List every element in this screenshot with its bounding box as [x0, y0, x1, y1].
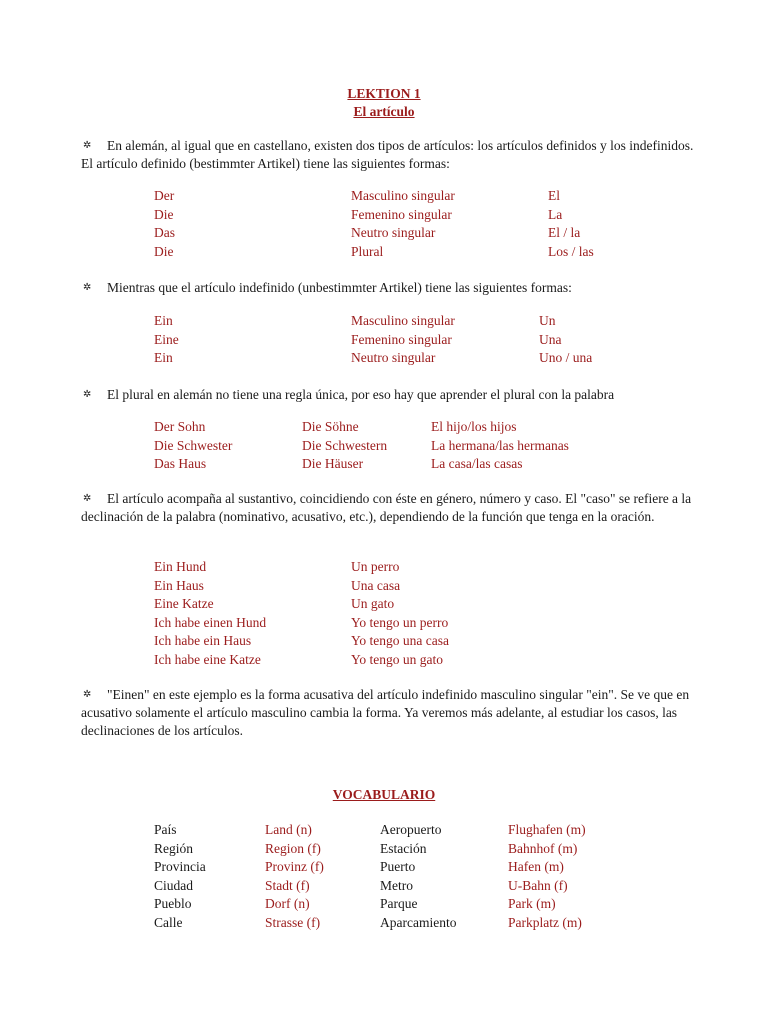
table-cell: Die Häuser [302, 456, 364, 471]
table-cell: Eine Katze [154, 596, 214, 611]
table-cell: Stadt (f) [265, 877, 310, 893]
table-cell: Das [154, 225, 175, 240]
table-cell: Femenino singular [351, 331, 452, 347]
table-cell: Un perro [351, 559, 400, 574]
table-cell: Region (f) [265, 840, 321, 856]
table-cell: La [548, 206, 563, 222]
table-cell: Provincia [154, 859, 206, 874]
paragraph-plural [81, 386, 701, 404]
table-cell: Hafen (m) [508, 859, 564, 874]
table-cell: Neutro singular [351, 225, 436, 240]
table-cell: La hermana/las hermanas [431, 437, 569, 453]
table-cell: Die [154, 206, 174, 222]
paragraph-indefinite-article [81, 279, 701, 297]
table-cell: Die Söhne [302, 419, 359, 434]
table-cell: Una [539, 331, 562, 347]
table-cell: Ein [154, 350, 173, 365]
paragraph-text: El plural en alemán no tiene una regla única, por eso hay que aprender el plural con la palabra [107, 387, 615, 402]
table-cell: Masculino singular [351, 313, 455, 328]
table-cell: Aparcamiento [380, 914, 457, 930]
table-cell: Die [154, 243, 174, 259]
table-cell: Metro [380, 877, 413, 893]
table-cell: Ein Haus [154, 577, 204, 593]
table-cell: El / la [548, 225, 581, 240]
star-bullet-icon: ✲ [83, 140, 92, 151]
table-cell: Eine [154, 331, 179, 347]
table-cell: Park (m) [508, 896, 556, 911]
table-cell: Neutro singular [351, 350, 436, 365]
table-cell: Calle [154, 914, 183, 930]
star-bullet-icon: ✲ [83, 689, 92, 700]
table-cell: Ich habe eine Katze [154, 651, 261, 667]
star-bullet-icon: ✲ [83, 493, 92, 504]
paragraph-text: Mientras que el artículo indefinido (unbestimmter Artikel) tiene las siguientes formas: [107, 280, 572, 295]
table-cell: Der Sohn [154, 419, 206, 434]
table-cell: Estación [380, 840, 427, 856]
table-cell: Pueblo [154, 896, 192, 911]
table-cell: Un [539, 313, 556, 328]
table-cell: Bahnhof (m) [508, 840, 578, 856]
table-cell: Provinz (f) [265, 859, 324, 874]
table-cell: Das Haus [154, 456, 207, 471]
table-cell: Parkplatz (m) [508, 914, 582, 930]
table-cell: Strasse (f) [265, 914, 321, 930]
paragraph-text: El artículo acompaña al sustantivo, coincidiendo con éste en género, número y caso. El "caso" se refiere a la declinación de la palabra (nominativo, acusativo, etc.), dependiendo de la función que tenga en la oración. [81, 491, 692, 524]
paragraph-text: En alemán, al igual que en castellano, existen dos tipos de artículos: los artículos definidos y los indefinidos. El artículo definido (bestimmter Artikel) tiene las siguientes formas: [81, 138, 694, 171]
table-cell: Die Schwester [154, 437, 233, 453]
star-bullet-icon: ✲ [83, 282, 92, 293]
table-cell: Yo tengo un gato [351, 651, 444, 667]
table-cell: Die Schwestern [302, 437, 388, 453]
table-cell: País [154, 822, 177, 837]
table-cell: Un gato [351, 596, 395, 611]
table-cell: Yo tengo un perro [351, 614, 449, 630]
table-cell: Land (n) [265, 822, 312, 837]
table-cell: Puerto [380, 859, 416, 874]
table-cell: Der [154, 188, 175, 203]
table-cell: Femenino singular [351, 206, 452, 222]
table-cell: Masculino singular [351, 188, 455, 203]
table-cell: Los / las [548, 243, 594, 259]
table-cell: Una casa [351, 577, 401, 593]
table-cell: Yo tengo una casa [351, 633, 449, 648]
table-cell: Ich habe einen Hund [154, 614, 267, 630]
paragraph-article-agreement [81, 490, 701, 526]
table-cell: Ein Hund [154, 559, 207, 574]
table-cell: Parque [380, 896, 418, 911]
paragraph-accusative-note [81, 686, 701, 740]
table-cell: Ciudad [154, 877, 193, 893]
star-bullet-icon: ✲ [83, 389, 92, 400]
table-cell: El [548, 188, 560, 203]
table-cell: Dorf (n) [265, 896, 310, 911]
table-cell: Plural [351, 243, 384, 259]
lesson-subtitle: El artículo [353, 104, 415, 119]
table-cell: Región [154, 840, 193, 856]
paragraph-definite-article [81, 137, 701, 173]
table-cell: El hijo/los hijos [431, 419, 517, 434]
table-cell: Ein [154, 313, 173, 328]
vocabulary-title: VOCABULARIO [332, 787, 436, 802]
table-cell: Flughafen (m) [508, 822, 586, 837]
table-cell: La casa/las casas [431, 456, 523, 471]
lesson-title: LEKTION 1 [347, 86, 421, 101]
table-cell: Aeropuerto [380, 822, 442, 837]
table-cell: U-Bahn (f) [508, 877, 568, 893]
table-cell: Ich habe ein Haus [154, 633, 252, 648]
table-cell: Uno / una [539, 350, 593, 365]
paragraph-text: "Einen" en este ejemplo es la forma acusativa del artículo indefinido masculino singular "ein". Se ve que en acusativo solamente el artículo masculino cambia la forma. Ya veremos más adelante, al estudiar los casos, las declinaciones de los artículos. [81, 687, 690, 738]
